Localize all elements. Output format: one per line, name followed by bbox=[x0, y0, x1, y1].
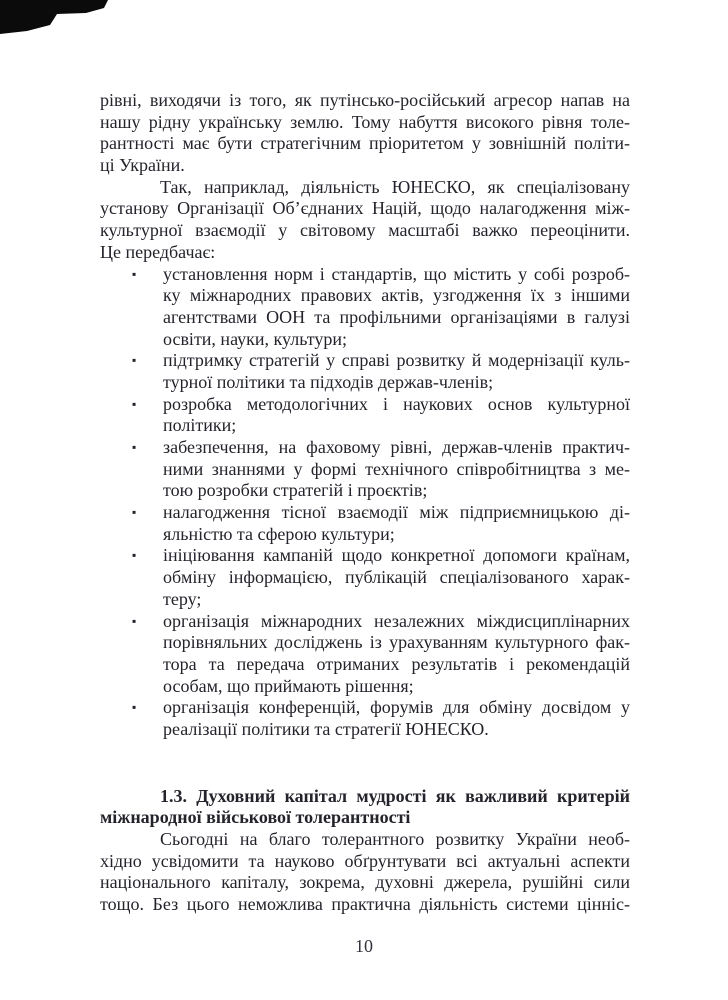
list-item bbox=[100, 697, 630, 740]
page-number: 10 bbox=[355, 936, 373, 956]
text-line: організація конференцій, форумів для обміну досвідом у bbox=[163, 697, 630, 718]
paragraph-final bbox=[100, 829, 630, 916]
text-line: теру; bbox=[163, 588, 202, 609]
bullet-icon: ▪ bbox=[132, 505, 137, 520]
text-line: політики; bbox=[163, 415, 237, 436]
text-line: організація міжнародних незалежних міждисциплінарних bbox=[163, 610, 630, 631]
bullet-icon: ▪ bbox=[132, 548, 137, 563]
scan-corner-artifact bbox=[0, 0, 112, 36]
section-heading-line: 1.3. Духовний капітал мудрості як важливий критерій bbox=[160, 785, 630, 806]
text-line: рівні, виходячи із того, як путінсько-російський агресор напав на bbox=[100, 90, 630, 110]
text-line: Так, наприклад, діяльність ЮНЕСКО, як спеціалізовану bbox=[160, 176, 630, 197]
text-line: обміну інформацією, публікацій спеціалізованого харак- bbox=[163, 567, 630, 588]
text-line: розробка методологічних і наукових основ культурної bbox=[163, 393, 630, 414]
list-item bbox=[100, 350, 630, 393]
list-item-text bbox=[163, 394, 630, 437]
list-item-text bbox=[163, 264, 630, 351]
bullet-icon: ▪ bbox=[132, 700, 137, 715]
text-line: налагодження тісної взаємодії між підприємницькою ді- bbox=[163, 502, 630, 523]
text-line: забезпечення, на фаховому рівні, держав-членів практич- bbox=[163, 437, 630, 457]
bullet-icon: ▪ bbox=[132, 440, 137, 454]
list-item bbox=[100, 394, 630, 437]
text-block bbox=[100, 90, 630, 916]
text-line: тощо. Без цього неможлива практична діяльність системи цінніс- bbox=[100, 894, 630, 915]
section-heading-line: міжнародної військової толерантності bbox=[100, 807, 411, 828]
text-line: установлення норм і стандартів, що містить у собі розроб- bbox=[163, 263, 630, 284]
list-item-text bbox=[163, 437, 630, 502]
section-heading bbox=[100, 786, 630, 829]
bullet-icon: ▪ bbox=[132, 266, 137, 281]
text-line: тою розробки стратегій і проєктів; bbox=[163, 480, 428, 501]
text-line: яльністю та сферою культури; bbox=[163, 523, 395, 544]
text-line: рантності має бути стратегічним пріоритетом у зовнішній політи- bbox=[100, 133, 630, 154]
text-line: ку міжнародних правових актів, узгодження їх з іншими bbox=[163, 285, 630, 306]
list-item bbox=[100, 502, 630, 545]
bullet-list bbox=[100, 264, 630, 741]
list-item bbox=[100, 611, 630, 698]
list-item-text bbox=[163, 697, 630, 740]
text-line: національного капіталу, зокрема, духовні джерела, рушійні сили bbox=[100, 872, 630, 893]
list-item-text bbox=[163, 350, 630, 393]
text-line: турної політики та підходів держав-членів; bbox=[163, 371, 494, 392]
bullet-icon: ▪ bbox=[132, 396, 137, 411]
text-line: Це передбачає: bbox=[100, 241, 216, 262]
list-item-text bbox=[163, 545, 630, 610]
text-line: Сьогодні на благо толерантного розвитку України необ- bbox=[160, 829, 630, 849]
text-line: особам, що приймають рішення; bbox=[163, 675, 414, 696]
text-line: підтримку стратегій у справі розвитку й модернізації куль- bbox=[163, 350, 630, 371]
list-item bbox=[100, 545, 630, 610]
text-line: агентствами ООН та профільними організаціями в галузі bbox=[163, 306, 630, 327]
text-line: установу Організації Об’єднаних Націй, щодо налагодження між- bbox=[100, 198, 630, 219]
text-line: тора та передача отриманих результатів і рекомендацій bbox=[163, 653, 630, 674]
text-line: нашу рідну українську землю. Тому набуття високого рівня толе- bbox=[100, 111, 630, 132]
text-line: освіти, науки, культури; bbox=[163, 328, 347, 349]
text-line: порівняльних досліджень із урахуванням культурного фак- bbox=[163, 632, 630, 653]
text-line: ініціювання кампаній щодо конкретної допомоги країнам, bbox=[163, 545, 630, 566]
list-item bbox=[100, 264, 630, 351]
text-line: хідно усвідомити та науково обґрунтувати всі актуальні аспекти bbox=[100, 850, 630, 871]
list-item-text bbox=[163, 502, 630, 545]
text-line: ними знаннями у формі технічного співробітництва з ме- bbox=[163, 458, 630, 479]
paragraph-unesco bbox=[100, 177, 630, 264]
paragraph-continuation bbox=[100, 90, 630, 177]
text-line: ці України. bbox=[100, 155, 185, 176]
text-line: реалізації політики та стратегії ЮНЕСКО. bbox=[163, 718, 489, 739]
bullet-icon: ▪ bbox=[132, 613, 137, 628]
text-line: культурної взаємодії у світовому масштабі важко переоцінити. bbox=[100, 220, 630, 241]
bullet-icon: ▪ bbox=[132, 353, 137, 368]
list-item bbox=[100, 437, 630, 502]
list-item-text bbox=[163, 611, 630, 698]
